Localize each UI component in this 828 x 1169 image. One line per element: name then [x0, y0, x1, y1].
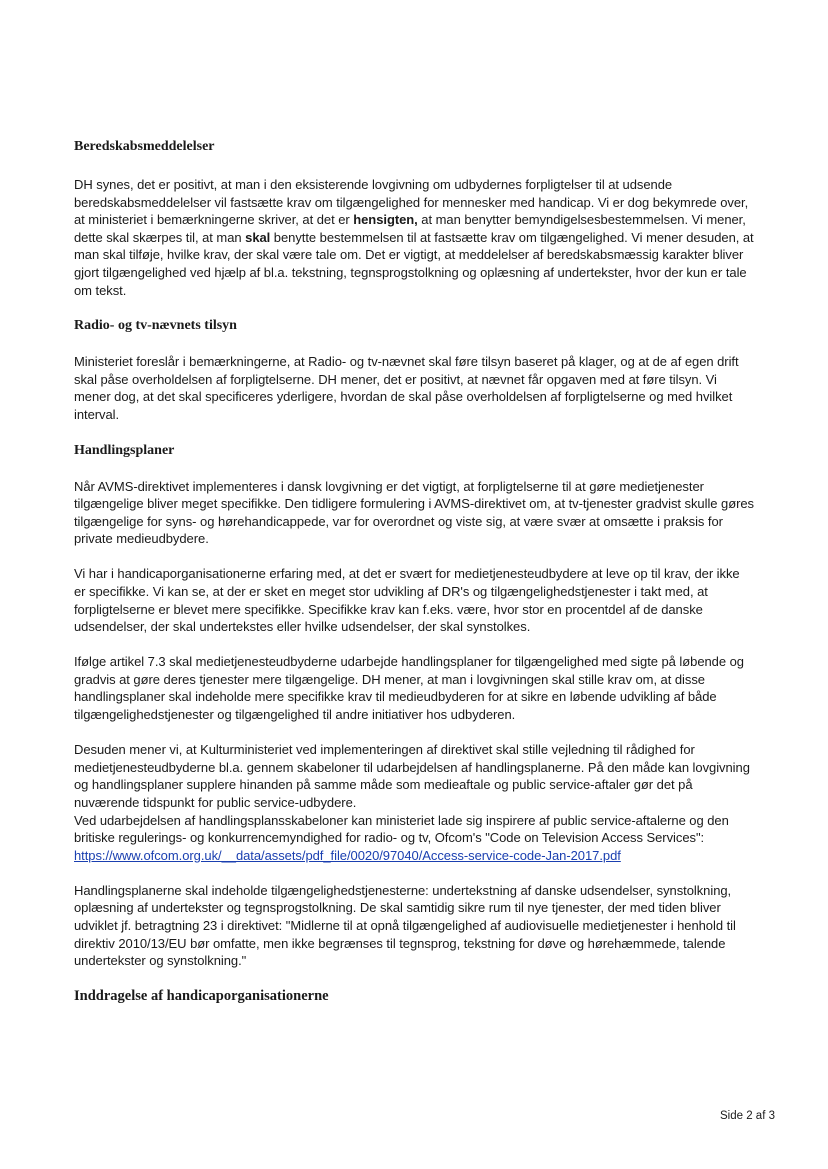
- paragraph-artikel: Ifølge artikel 7.3 skal medietjenesteudbyderne udarbejde handlingsplaner for tilgængelighed med sigte på løbende og gradvis at gøre deres tjenester mere tilgængelige. DH mener, at man i lovgivningen skal stille krav om, at disse handlingsplaner skal indeholde mere specifikke krav til medieudbyderen for at sikre en løbende udvikling af både tilgængelighedstjenester og tilgængelighed til andre initiativer hos udbyderen.: [74, 654, 744, 723]
- section-heading-handlingsplaner: Handlingsplaner: [74, 442, 175, 458]
- page-number: Side 2 af 3: [720, 1110, 775, 1122]
- section-heading-tilsyn: Radio- og tv-nævnets tilsyn: [74, 318, 237, 334]
- text-run: benytte bestemmelsen til at fastsætte krav om tilgængelighed. Vi mener desuden, at man skal tilføje, hvilke krav, der skal være tale om. Det er vigtigt, at meddelelser af beredskabsmæssig karakter bliver gjort tilgængelighed ved hjælp af bl.a. tekstning, tegnsprogstolkning og oplæsning af undertekster, hvor der kun er tale om tekst.: [74, 229, 754, 298]
- section-heading-inddragelse: Inddragelse af handicaporganisationerne: [74, 987, 329, 1004]
- paragraph-vejledning: Desuden mener vi, at Kulturministeriet ved implementeringen af direktivet skal stille vejledning til rådighed for medietjenesteudbyderne bl.a. gennem skabeloner til udarbejdelsen af handlingsplanerne. På den måde kan lovgivning og handlingsplaner supplere hinanden på samme måde som medieaftale og public service-aftaler gør det på nuværende tidspunkt for public service-udbydere.: [74, 742, 750, 810]
- paragraph-erfaring: Vi har i handicaporganisationerne erfaring med, at det er svært for medietjenesteudbydere at leve op til krav, der ikke er specifikke. Vi kan se, at der er sket en meget stor udvikling af DR's og tilgængelighedstjenester i takt med, at forpligtelserne er blevet mere specifikke. Specifikke krav kan f.eks. være, hvor stor en procentdel af de danske udsendelser, der skal undertekstes eller hvilke udsendelser, der skal synstolkes.: [74, 566, 740, 635]
- paragraph-ofcom: [74, 812, 754, 865]
- emphasis-skal: skal: [245, 229, 271, 245]
- paragraph-tilsyn: Ministeriet foreslår i bemærkningerne, at Radio- og tv-nævnet skal føre tilsyn baseret på klager, og at de af egen drift skal påse overholdelsen af forpligtelserne. DH mener, det er positivt, at nævnet får opgaven med at føre tilsyn. Vi mener dog, at det skal specificeres yderligere, hvordan de skal påse overholdelsen af forpligtelserne og med hvilket interval.: [74, 354, 739, 422]
- ofcom-link[interactable]: https://www.ofcom.org.uk/__data/assets/pdf_file/0020/97040/Access-service-code-Jan-2017.pdf: [74, 847, 621, 863]
- document-body: [74, 138, 754, 1005]
- text-run: Ved udarbejdelsen af handlingsplansskabeloner kan ministeriet lade sig inspirere af public service-aftalerne og den britiske regulerings- og konkurrencemyndighed for radio- og tv, Ofcom's "Code on Television Access Services":: [74, 812, 729, 846]
- emphasis-hensigten: hensigten,: [353, 212, 418, 228]
- paragraph-avms: Når AVMS-direktivet implementeres i dansk lovgivning er det vigtigt, at forpligtelserne til at gøre medietjenester tilgængelige bliver meget specifikke. Den tidligere formulering i AVMS-direktivet om, at tv-tjenester gradvist skulle gøres tilgængelige for syns- og hørehandicappede, var for overordnet og viste sig, at være svær at omsætte i praksis for private medieudbydere.: [74, 478, 755, 547]
- section-heading-beredskabsmeddelelser: Beredskabsmeddelelser: [74, 139, 215, 154]
- text-run: at man benytter bemyndigelsesbestemmelsen. Vi mener, dette skal skærpes til, at man: [74, 212, 746, 245]
- paragraph-tjenester: Handlingsplanerne skal indeholde tilgængelighedstjenesterne: undertekstning af danske udsendelser, synstolkning, oplæsning af undertekster og tegnsprogstolkning. De skal samtidig sikre rum til nye tjenester, der med tiden bliver udviklet jf. betragtning 23 i direktivet: "Midlerne til at opnå tilgængelighed af audiovisuelle medietjenester i henhold til direktiv 2010/13/EU bør omfatte, men ikke begrænses til tegnsprog, tekstning for døve og hørehæmmede, talende undertekster og synstolkning.": [74, 882, 736, 969]
- paragraph-beredskab: [74, 176, 754, 299]
- text-run: DH synes, det er positivt, at man i den eksisterende lovgivning om udbydernes forpligtelser til at udsende beredskabsmeddelelser vil fastsætte krav om tilgængelighed for mennesker med handicap. Vi er dog bekymrede over, at ministeriet i bemærkningerne skriver, at det er: [74, 177, 749, 228]
